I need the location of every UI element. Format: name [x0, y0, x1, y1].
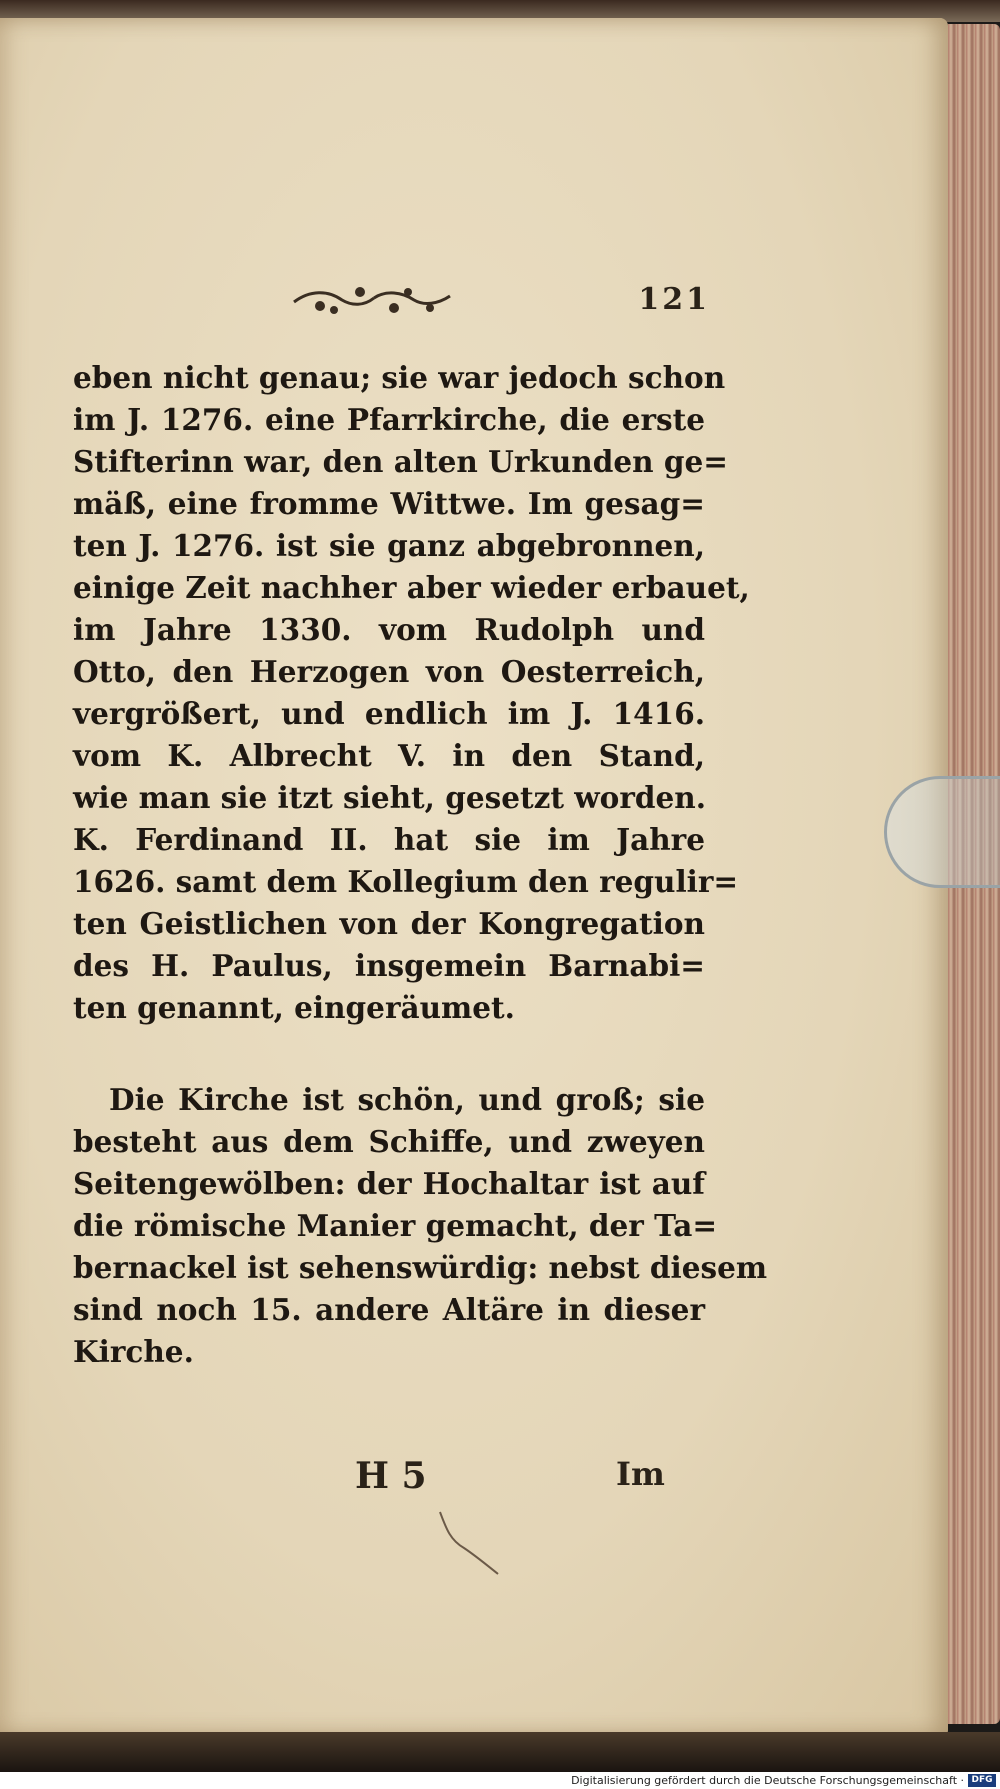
text-line: des H. Paulus, insgemein Barnabi=	[73, 948, 705, 983]
text-line: 1626. samt dem Kollegium den regulir=	[73, 864, 739, 899]
catchword: Im	[616, 1455, 665, 1493]
text-line: wie man sie itzt sieht, gesetzt worden.	[73, 780, 706, 815]
page-footer	[0, 1455, 1000, 1505]
text-line: Die Kirche ist schön, und groß; sie	[109, 1082, 705, 1117]
pencil-stroke-icon	[436, 1508, 506, 1578]
page-clip	[884, 776, 1000, 888]
text-line: im Jahre 1330. vom Rudolph und	[73, 612, 705, 647]
text-line: ten J. 1276. ist sie ganz abgebronnen,	[73, 528, 705, 563]
text-line: sind noch 15. andere Altäre in dieser	[73, 1292, 705, 1327]
running-header	[290, 280, 710, 320]
text-line: Kirche.	[73, 1334, 194, 1369]
text-line: die römische Manier gemacht, der Ta=	[73, 1208, 718, 1243]
text-line: Seitengewölben: der Hochaltar ist auf	[73, 1166, 705, 1201]
text-line: mäß, eine fromme Wittwe. Im gesag=	[73, 486, 705, 521]
text-line: im J. 1276. eine Pfarrkirche, die erste	[73, 402, 705, 437]
credit-text: Digitalisierung gefördert durch die Deutsche Forschungsgemeinschaft ·	[571, 1774, 964, 1787]
text-line: ten Geistlichen von der Kongregation	[73, 906, 705, 941]
body-text	[73, 357, 768, 1373]
text-line: einige Zeit nachher aber wieder erbauet,	[73, 570, 750, 605]
text-line: K. Ferdinand II. hat sie im Jahre	[73, 822, 705, 857]
dfg-logo: DFG	[968, 1774, 996, 1787]
credit-bar	[0, 1772, 1000, 1789]
signature-mark: H 5	[355, 1455, 427, 1497]
text-line: vergrößert, und endlich im J. 1416.	[73, 696, 705, 731]
page-number: 121	[638, 282, 710, 317]
paragraph-gap	[73, 1029, 705, 1079]
book-bottom-edge	[0, 1732, 1000, 1772]
paragraph-2	[73, 1079, 768, 1373]
text-line: eben nicht genau; sie war jedoch schon	[73, 360, 726, 395]
text-line: ten genannt, eingeräumet.	[73, 990, 515, 1025]
text-line: besteht aus dem Schiffe, und zweyen	[73, 1124, 705, 1159]
text-line: bernackel ist sehenswürdig: nebst diesem	[73, 1250, 768, 1285]
floral-ornament-icon	[290, 280, 460, 320]
text-line: vom K. Albrecht V. in den Stand,	[73, 738, 705, 773]
paragraph-1	[73, 357, 750, 1029]
text-line: Otto, den Herzogen von Oesterreich,	[73, 654, 705, 689]
text-line: Stifterinn war, den alten Urkunden ge=	[73, 444, 728, 479]
